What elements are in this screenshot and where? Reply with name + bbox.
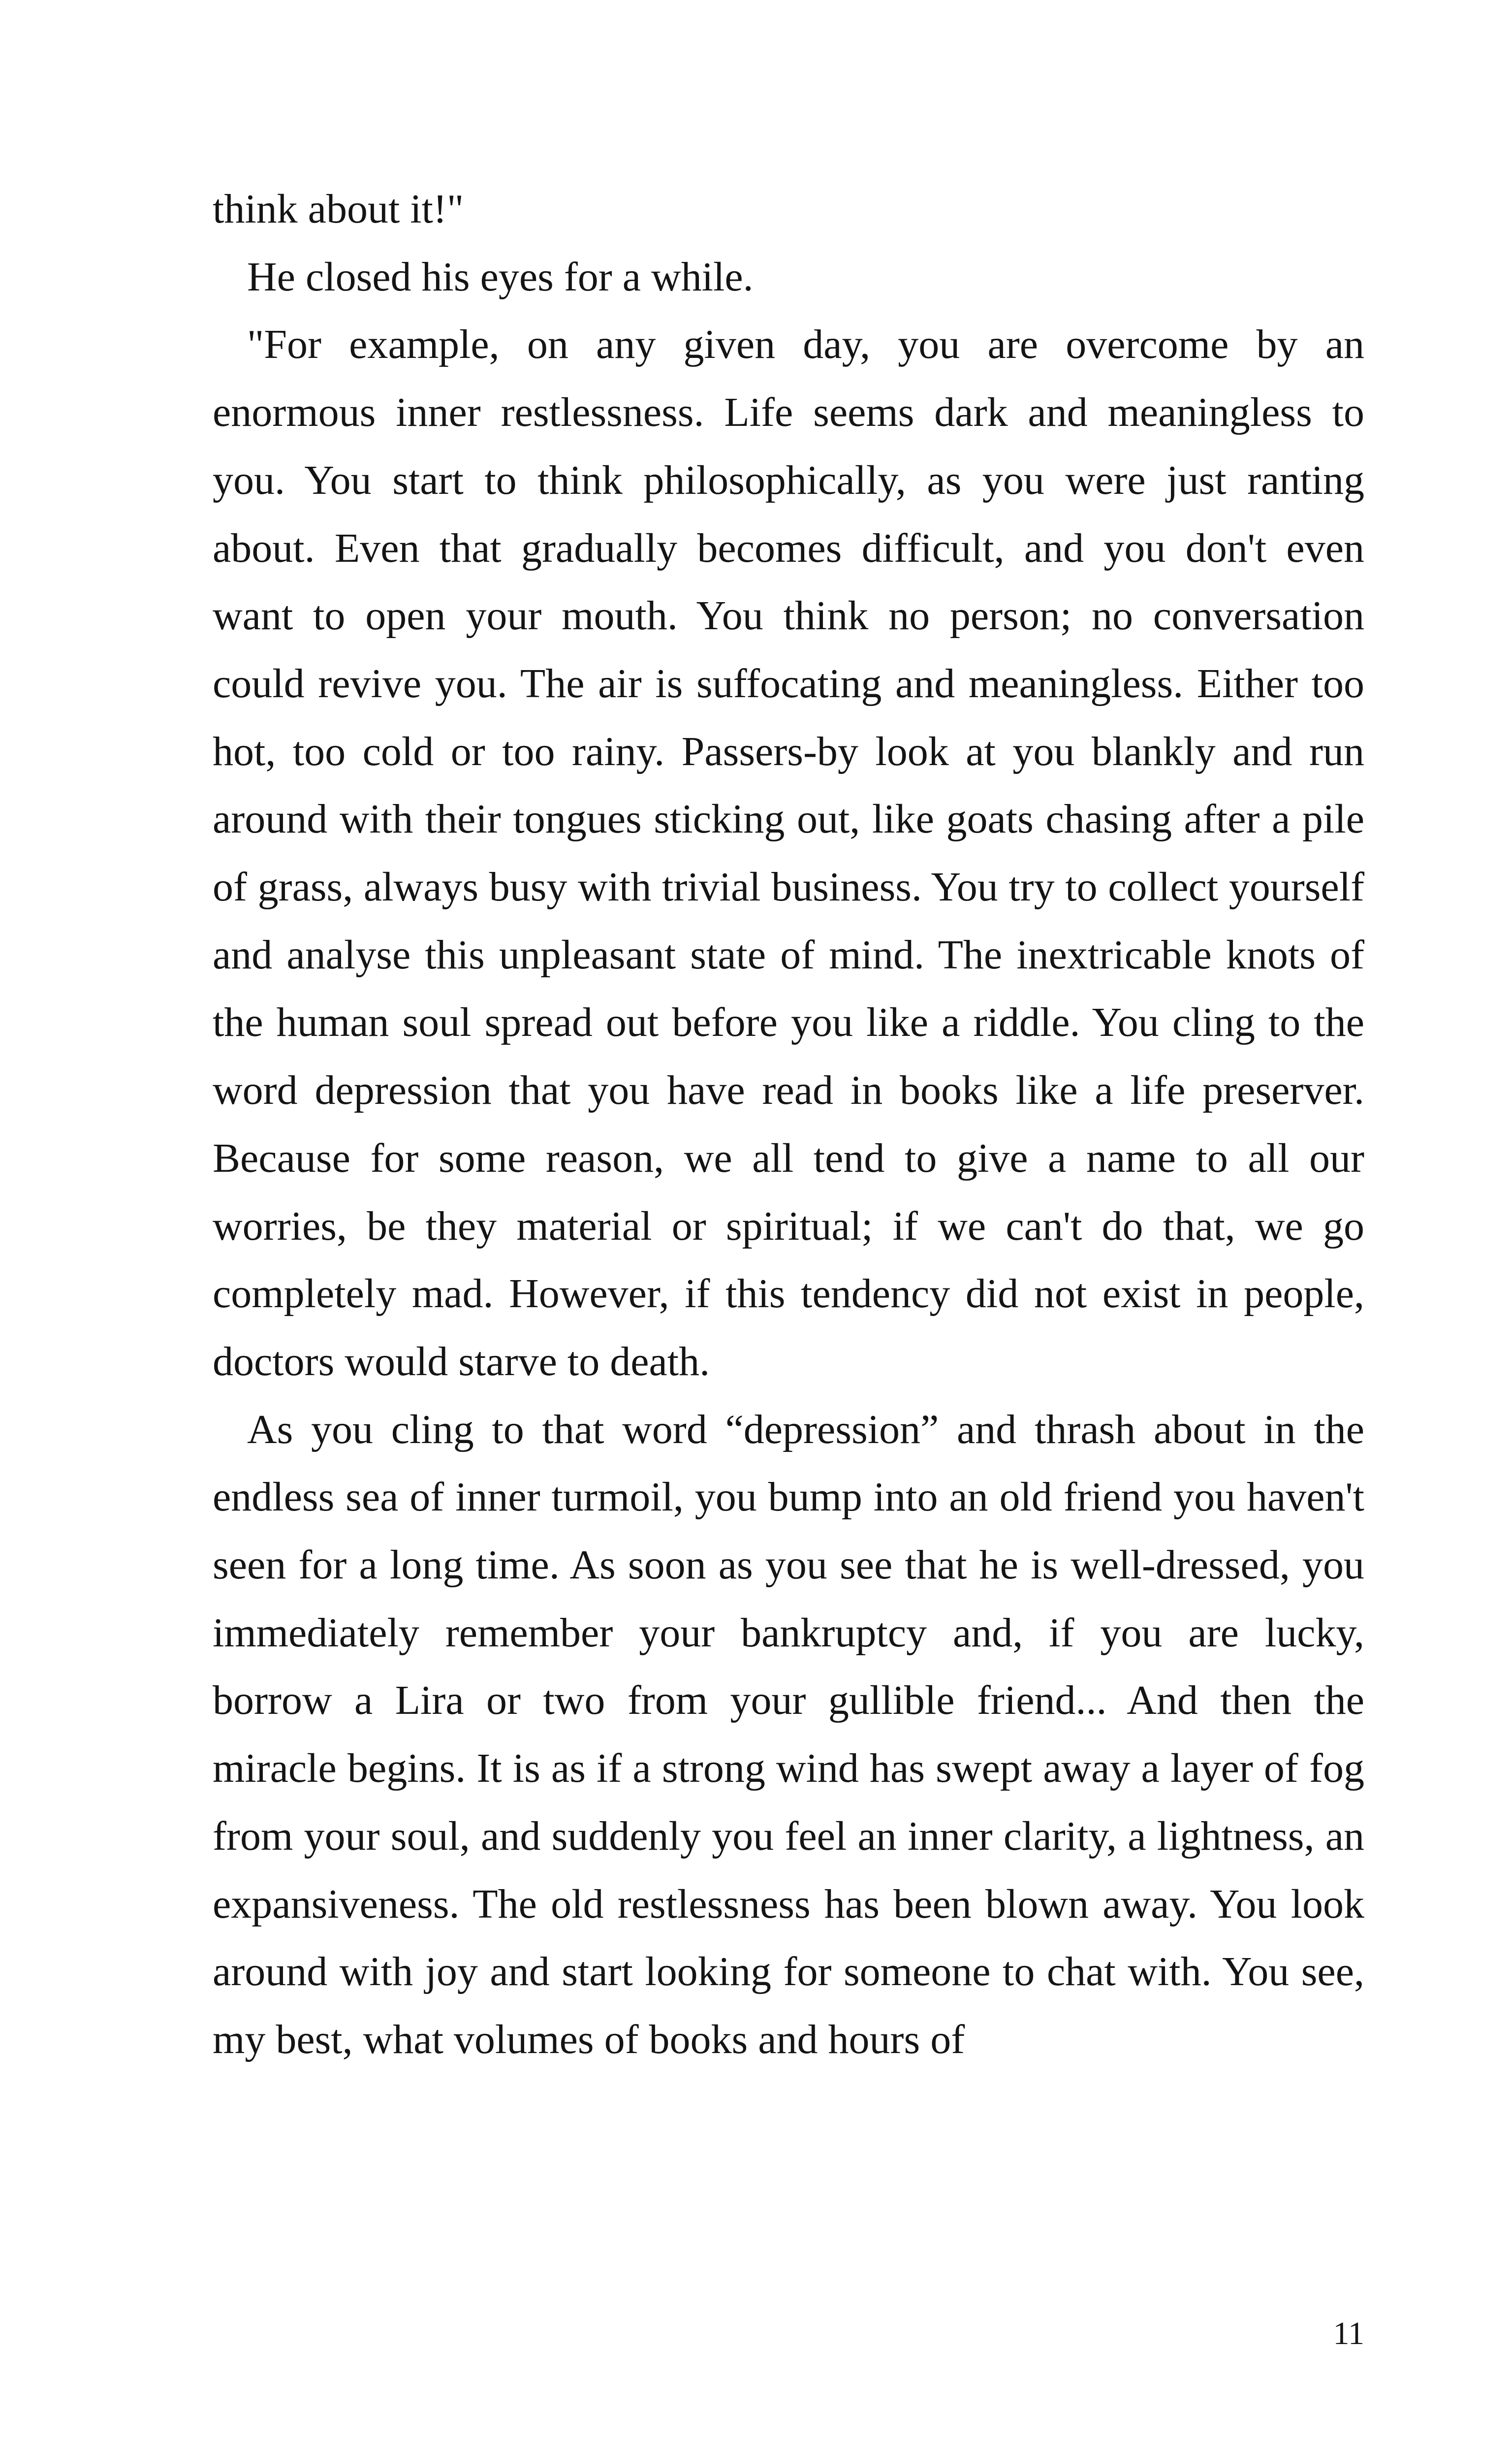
body-text <box>213 175 1364 2074</box>
paragraph-restlessness: "For example, on any given day, you are overcome by an enormous inner restlessness. Life seems dark and meaningless to you. You start to think philosophically, as you were just ranting about. Even that gradually becomes difficult, and you don't even want to open your mouth. You think no person; no conversation could revive you. The air is suffocating and meaningless. Either too hot, too cold or too rainy. Passers-by look at you blankly and run around with their tongues sticking out, like goats chasing after a pile of grass, always busy with trivial business. You try to collect yourself and analyse this unpleasant state of mind. The inextricable knots of the human soul spread out before you like a riddle. You cling to the word depression that you have read in books like a life preserver. Because for some reason, we all tend to give a name to all our worries, be they material or spiritual; if we can't do that, we go completely mad. However, if this tendency did not exist in people, doctors would starve to death. <box>213 321 1364 1384</box>
paragraph-depression: As you cling to that word “depression” and thrash about in the endless sea of inner turmoil, you bump into an old friend you haven't seen for a long time. As soon as you see that he is well-dressed, you immediately remember your bankruptcy and, if you are lucky, borrow a Lira or two from your gullible friend... And then the miracle begins. It is as if a strong wind has swept away a layer of fog from your soul, and suddenly you feel an inner clarity, a lightness, an expansiveness. The old restlessness has been blown away. You look around with joy and start looking for someone to chat with. You see, my best, what volumes of books and hours of <box>213 1406 1364 2062</box>
paragraph-closed-eyes: He closed his eyes for a while. <box>247 254 754 300</box>
paragraph-continuation: think about it!" <box>213 186 464 232</box>
page-number: 11 <box>1333 2315 1364 2351</box>
